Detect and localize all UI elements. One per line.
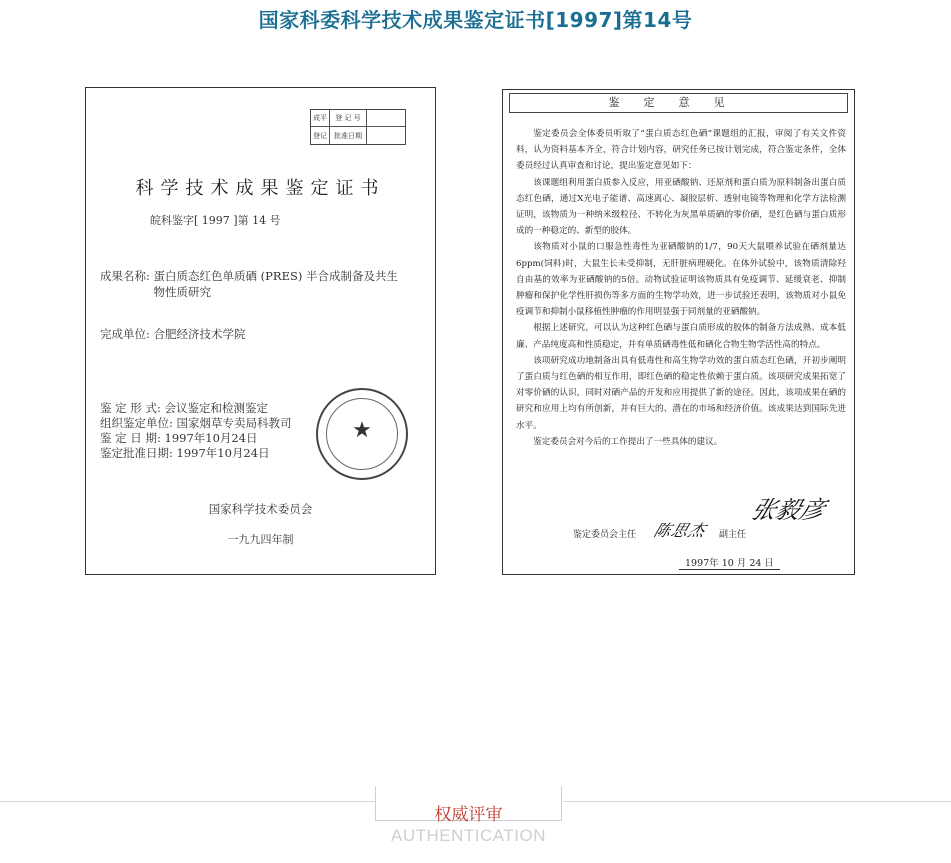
section-subtitle: AUTHENTICATION — [391, 826, 546, 845]
certificate-title: 科学技术成果鉴定证书 — [135, 178, 386, 199]
registration-value-2: 批准日期 — [330, 127, 367, 144]
opinion-image[interactable] — [502, 89, 855, 575]
issue-date: 一九九四年制 — [227, 533, 294, 546]
star-icon: ★ — [352, 418, 372, 443]
field-appraisal-date — [100, 430, 258, 446]
field-value: 1997年10月24日 — [176, 446, 270, 460]
field-label: 成果名称: — [100, 269, 150, 283]
registration-label-1: 成平 — [311, 110, 330, 126]
vice-chairman-label: 副主任 — [719, 530, 747, 540]
registration-value-1: 登 记 号 — [330, 110, 367, 126]
opinion-paragraph: 该物质对小鼠的口服急性毒性为亚硒酸钠的1/7，90天大鼠喂养试验在硒剂量达6ppm(饲料)时，大鼠生长未受抑制，无肝脏病理硬化。在体外试验中，该物质清除羟自由基的效率为亚硒酸钠的5倍。动物试验证明该物质具有免疫调节、延缓衰老、抑制肿瘤和保护化学性肝损伤等多方面的生物学功效，进一步试验还表明，该物质对小鼠免疫调节和抑制小鼠移植性肿瘤的作用明显强于同剂量的亚硒酸钠。 — [516, 242, 846, 318]
divider-right — [563, 801, 951, 802]
opinion-paragraph: 根据上述研究，可以认为这种红色硒与蛋白质形成的胶体的制备方法成熟、成本低廉、产品纯度高和性质稳定，并有单质硒毒性低和硒化合物生物学活性高的特点。 — [516, 323, 846, 350]
opinion-paragraph: 该课题组利用蛋白质参入反应，用亚硒酸钠、还原剂和蛋白质为原料制备出蛋白质态红色硒，通过X光电子能谱、高速离心、凝胶层析、透射电镜等物理和化学方法检测证明，该物质为一种纳米级粒径、不转化为灰黑单质硒的零价硒，是红色硒与蛋白质形成的一种稳定的、新型的胶体。 — [516, 177, 846, 237]
registration-label-2: 登记 — [311, 127, 330, 144]
field-value: 合肥经济技术学院 — [153, 327, 246, 341]
vice-chairman-signature: 张毅彦 — [747, 496, 829, 524]
page-title: 国家科委科学技术成果鉴定证书[1997]第14号 — [258, 8, 693, 32]
field-appraisal-form — [100, 400, 268, 416]
certificate-number: 皖科鉴字[ 1997 ]第 14 号 — [150, 214, 281, 227]
field-label: 鉴定批准日期: — [100, 446, 173, 460]
field-label: 鉴 定 日 期: — [100, 431, 161, 445]
issuer: 国家科学技术委员会 — [208, 502, 313, 516]
opinion-paragraph: 该项研究成功地制备出具有低毒性和高生物学功效的蛋白质态红色硒，开初步阐明了蛋白质与红色硒的相互作用，即红色硒的稳定性依赖于蛋白质。该项研究成果拓宽了对零价硒的认识，同时对硒产品的开发和应用提供了新的途径。因此，该项成果在硒的研究和应用上均有所创新，并有巨大的、潜在的市场和经济价值。该成果达到国际先进水平。 — [516, 355, 846, 431]
opinion-paragraph: 鉴定委员会对今后的工作提出了一些具体的建议。 — [533, 436, 723, 447]
field-value: 1997年10月24日 — [164, 431, 258, 445]
opinion-date: 1997年 10 月 24 日 — [679, 555, 780, 570]
registration-box — [310, 109, 406, 145]
certificate-image[interactable] — [85, 87, 436, 575]
official-seal — [316, 388, 408, 480]
divider-left — [0, 801, 375, 802]
field-value: 会议鉴定和检测鉴定 — [164, 401, 268, 415]
field-value: 蛋白质态红色单质硒 (PRES) 半合成制备及共生物性质研究 — [153, 269, 398, 299]
chairman-signature: 陈思杰 — [651, 521, 709, 540]
opinion-paragraph: 鉴定委员会全体委员听取了“蛋白质态红色硒”课题组的汇报，审阅了有关文件资料，认为资料基本齐全，符合计划内容，研究任务已按计划完成，符合鉴定条件，全体委员经过认真审查和讨论，提出鉴定意见如下： — [516, 129, 846, 172]
field-label: 完成单位: — [100, 327, 150, 341]
field-completing-unit — [100, 326, 246, 342]
chairman-label: 鉴定委员会主任 — [573, 530, 637, 540]
field-value: 国家烟草专卖局科教司 — [176, 416, 292, 430]
field-achievement-name — [100, 268, 430, 300]
section-title: 权威评审 — [434, 805, 503, 825]
field-approval-date — [100, 445, 270, 461]
field-label: 组织鉴定单位: — [100, 416, 173, 430]
field-label: 鉴 定 形 式: — [100, 401, 161, 415]
opinion-title: 鉴定意见 — [509, 93, 848, 113]
field-organizer — [100, 415, 292, 431]
opinion-body — [516, 126, 846, 450]
